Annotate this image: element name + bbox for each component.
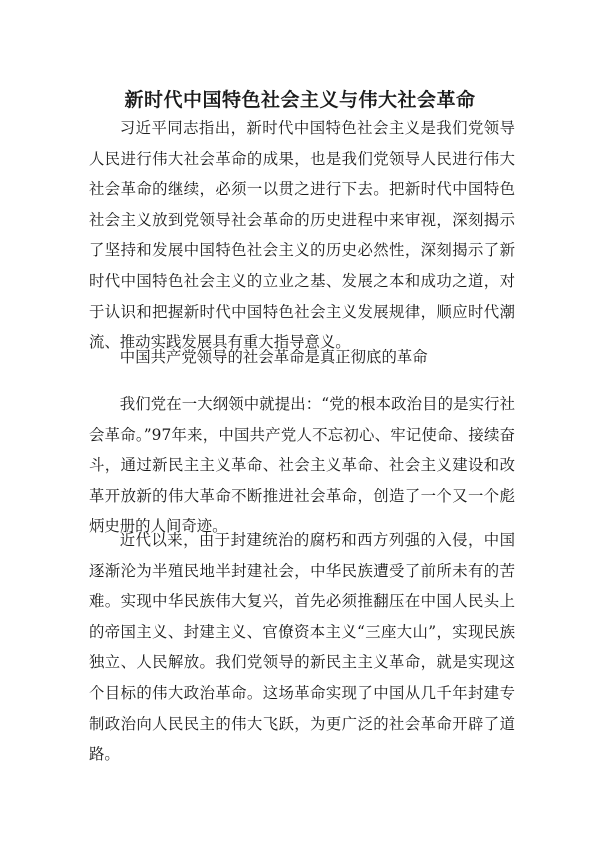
paragraph-modern-history: 近代以来，由于封建统治的腐朽和西方列强的入侵，中国逐渐沦为半殖民地半封建社会，中华民族遭受了前所未有的苦难。实现中华民族伟大复兴，首先必须推翻压在中国人民头上的帝国主义、封建主义、官僚资本主义“三座大山”，实现民族独立、人民解放。我们党领导的新民主主义革命，就是实现这个目标的伟大政治革命。这场革命实现了中国从几千年封建专制政治向人民民主的伟大飞跃，为更广泛的社会革命开辟了道路。: [89, 531, 515, 764]
paragraph-intro: 习近平同志指出，新时代中国特色社会主义是我们党领导人民进行伟大社会革命的成果，也是我们党领导人民进行伟大社会革命的继续，必须一以贯之进行下去。把新时代中国特色社会主义放到党领导社会革命的历史进程中来审视，深刻揭示了坚持和发展中国特色社会主义的历史必然性，深刻揭示了新时代中国特色社会主义的立业之基、发展之本和成功之道，对于认识和把握新时代中国特色社会主义发展规律，顺应时代潮流、推动实践发展具有重大指导意义。: [89, 119, 515, 352]
document-title: 新时代中国特色社会主义与伟大社会革命: [124, 89, 476, 111]
paragraph-party-program: 我们党在一大纲领中就提出：“党的根本政治目的是实行社会革命。”97年来，中国共产党人不忘初心、牢记使命、接续奋斗，通过新民主主义革命、社会主义革命、社会主义建设和改革开放新的伟大革命不断推进社会革命，创造了一个又一个彪炳史册的人间奇迹。: [89, 395, 515, 536]
section-heading: 中国共产党领导的社会革命是真正彻底的革命: [119, 348, 428, 366]
